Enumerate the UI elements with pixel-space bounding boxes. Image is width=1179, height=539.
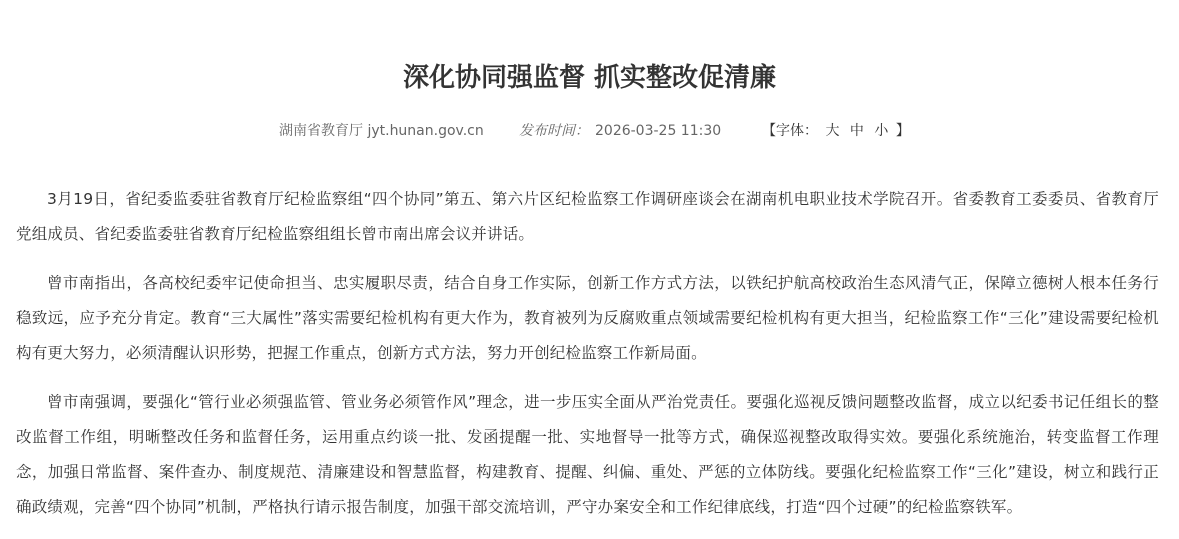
source-text: 湖南省教育厅 jyt.hunan.gov.cn	[279, 123, 484, 139]
publish-label: 发布时间：	[519, 123, 589, 139]
article-content	[16, 182, 1159, 539]
publish-info	[519, 118, 721, 144]
article-title: 深化协同强监督 抓实整改促清廉	[402, 63, 777, 93]
font-size-medium-button[interactable]: 中	[849, 123, 864, 139]
article-meta	[0, 118, 1179, 144]
article-paragraph: 曾市南指出，各高校纪委牢记使命担当、忠实履职尽责，结合自身工作实际，创新工作方式方法，以铁纪护航高校政治生态风清气正，保障立德树人根本任务行稳致远，应予充分肯定。教育“三大属性”落实需要纪检机构有更大作为，教育被列为反腐败重点领域需要纪检机构有更大担当，纪检监察工作“三化”建设需要纪检机构有更大努力，必须清醒认识形势，把握工作重点，创新方式方法，努力开创纪检监察工作新局面。	[16, 274, 1159, 362]
font-size-selector	[762, 118, 910, 144]
font-size-open-label: 【字体：	[762, 123, 818, 139]
publish-time: 2026-03-25 11:30	[595, 123, 722, 139]
article-paragraph: 曾市南强调，要强化“管行业必须强监管、管业务必须管作风”理念，进一步压实全面从严治党责任。要强化巡视反馈问题整改监督，成立以纪委书记任组长的整改监督工作组，明晰整改任务和监督任务，运用重点约谈一批、发函提醒一批、实地督导一批等方式，确保巡视整改取得实效。要强化系统施治，转变监督工作理念，加强日常监督、案件查办、制度规范、清廉建设和智慧监督，构建教育、提醒、纠偏、重处、严惩的立体防线。要强化纪检监察工作“三化”建设，树立和践行正确政绩观，完善“四个协同”机制，严格执行请示报告制度，加强干部交流培训，严守办案安全和工作纪律底线，打造“四个过硬”的纪检监察铁军。	[16, 393, 1159, 516]
font-size-small-button[interactable]: 小	[874, 123, 889, 139]
article-paragraph: 3月19日，省纪委监委驻省教育厅纪检监察组“四个协同”第五、第六片区纪检监察工作调研座谈会在湖南机电职业技术学院召开。省委教育工委委员、省教育厅党组成员、省纪委监委驻省教育厅纪检监察组组长曾市南出席会议并讲话。	[16, 190, 1159, 243]
font-size-large-button[interactable]: 大	[825, 123, 840, 139]
font-size-close-label: 】	[895, 123, 910, 139]
